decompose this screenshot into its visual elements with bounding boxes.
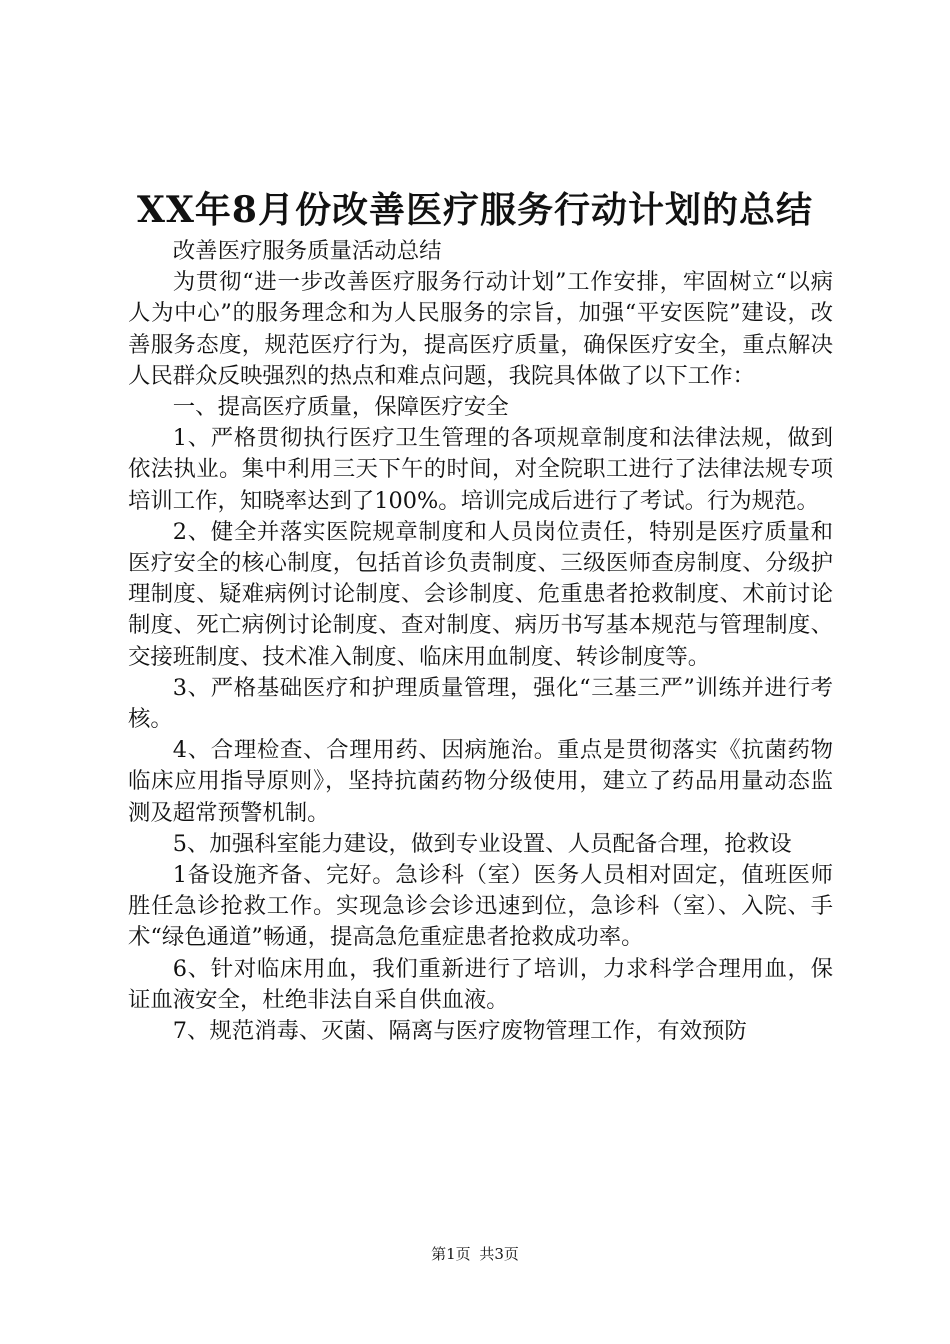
paragraph-item-6: 6、针对临床用血，我们重新进行了培训，力求科学合理用血，保证血液安全，杜绝非法自采自供血液。 [128,955,833,1013]
document-title: XX年8月份改善医疗服务行动计划的总结 [137,189,813,231]
page-number: 第1页 [431,1245,471,1263]
document-body [128,236,833,1047]
paragraph-item-5: 5、加强科室能力建设，做到专业设置、人员配备合理，抢救设 [172,830,792,857]
paragraph-item-1: 1、严格贯彻执行医疗卫生管理的各项规章制度和法律法规，做到依法执业。集中利用三天下午的时间，对全院职工进行了法律法规专项培训工作，知晓率达到了100%。培训完成后进行了考试。行为规范。 [128,425,833,514]
page-total: 共3页 [479,1245,519,1263]
paragraph-item-4: 4、合理检查、合理用药、因病施治。重点是贯彻落实《抗菌药物临床应用指导原则》，坚持抗菌药物分级使用，建立了药品用量动态监测及超常预警机制。 [128,737,833,826]
paragraph-item-3: 3、严格基础医疗和护理质量管理，强化“三基三严”训练并进行考核。 [128,674,833,733]
page-footer [0,1244,950,1264]
paragraph-intro: 为贯彻“进一步改善医疗服务行动计划”工作安排，牢固树立“以病人为中心”的服务理念和为人民服务的宗旨，加强“平安医院”建设，改善服务态度，规范医疗行为，提高医疗质量，确保医疗安全，重点解决人民群众反映强烈的热点和难点问题，我院具体做了以下工作： [128,269,833,389]
section-heading-1: 一、提高医疗质量，保障医疗安全 [172,394,509,421]
paragraph-subtitle: 改善医疗服务质量活动总结 [172,238,442,264]
paragraph-item-2: 2、健全并落实医院规章制度和人员岗位责任，特别是医疗质量和医疗安全的核心制度，包括首诊负责制度、三级医师查房制度、分级护理制度、疑难病例讨论制度、会诊制度、危重患者抢救制度、术前讨论制度、死亡病例讨论制度、查对制度、病历书写基本规范与管理制度、交接班制度、技术准入制度、临床用血制度、转诊制度等。 [128,518,833,670]
paragraph-item-5-continued: 1备设施齐备、完好。急诊科（室）医务人员相对固定，值班医师胜任急诊抢救工作。实现急诊会诊迅速到位，急诊科（室）、入院、手术“绿色通道”畅通，提高急危重症患者抢救成功率。 [128,862,833,951]
paragraph-item-7: 7、规范消毒、灭菌、隔离与医疗废物管理工作，有效预防 [172,1018,747,1045]
